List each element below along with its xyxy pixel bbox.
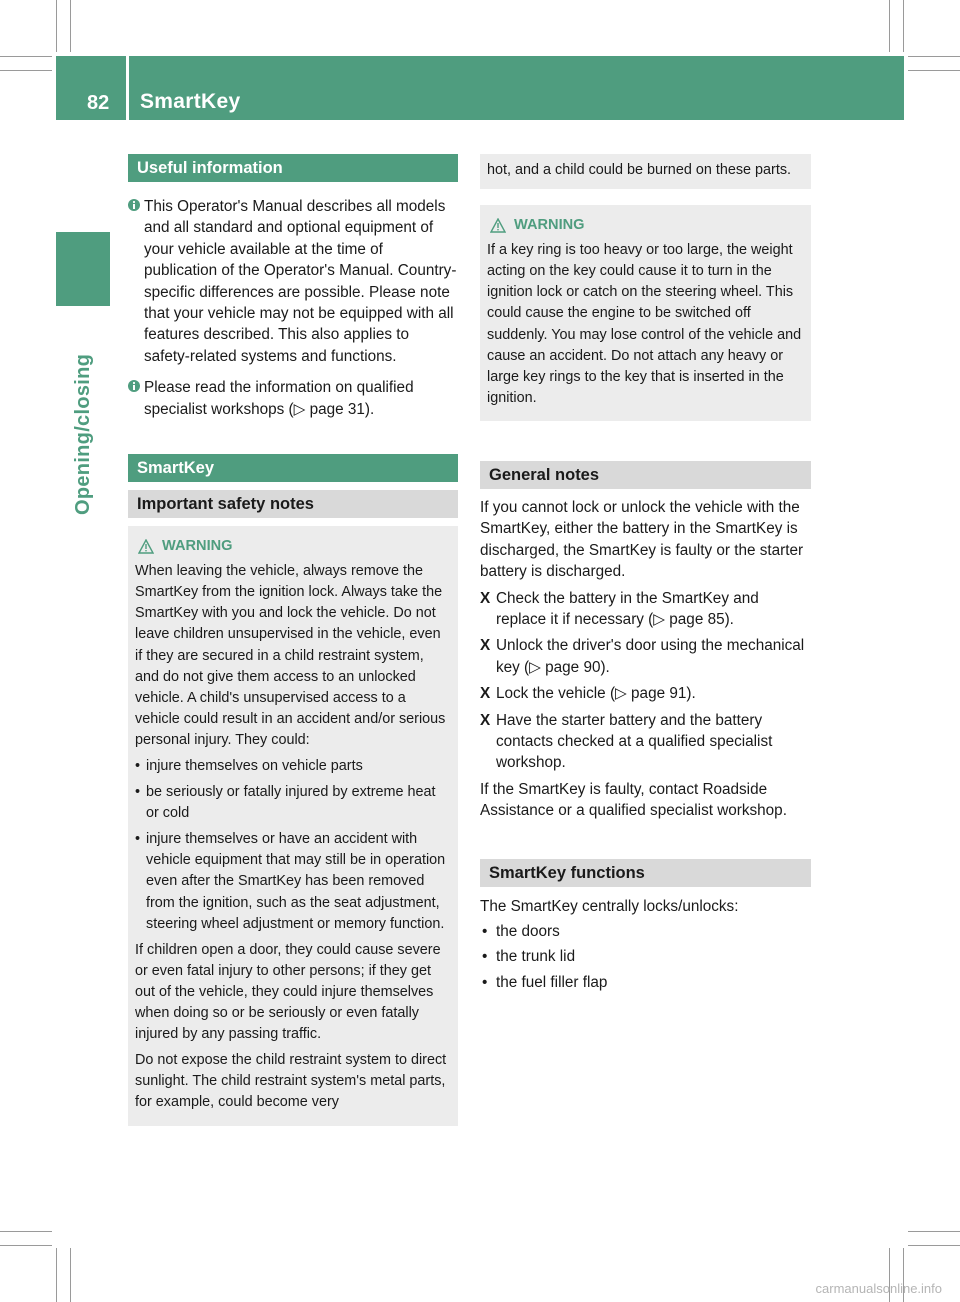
watermark-link[interactable]: carmanualsonline.info bbox=[815, 1281, 942, 1296]
functions-list-item: • the trunk lid bbox=[480, 946, 811, 967]
step-marker: X bbox=[480, 589, 491, 607]
warning-paragraph: If a key ring is too heavy or too large, the weight acting on the key could cause it to turn in the ignition lock or catch on the steering wheel. This could cause the engine to be switched off suddenly. You may lose control of the vehicle and cause an accident. Do not attach any heavy or large key rings to the key that is inserted in the ignition. bbox=[487, 242, 802, 406]
functions-intro: The SmartKey centrally locks/unlocks: bbox=[480, 897, 739, 915]
crop-mark bbox=[70, 0, 71, 52]
general-notes-text: If you cannot lock or unlock the vehicle with the SmartKey, either the battery in the SmartKey is discharged, the SmartKey is faulty or the starter battery is discharged. bbox=[480, 498, 804, 581]
warning-title bbox=[487, 215, 804, 236]
crop-mark bbox=[908, 1231, 960, 1232]
crop-mark bbox=[0, 56, 52, 57]
chapter-tab-marker bbox=[56, 232, 110, 306]
step-text: Lock the vehicle (▷ page 91). bbox=[496, 685, 696, 703]
chapter-tab-label: Opening/closing bbox=[71, 353, 94, 515]
warning-paragraph: When leaving the vehicle, always remove the SmartKey from the ignition lock. Always take the SmartKey with you and lock the vehicle. Do not leave children unsupervised in the vehicle, even if they are secured in a child restraint system, and do not give them access to an unlocked vehicle. A child's unsupervised access to a vehicle could result in an accident and/or serious personal injury. They could: bbox=[135, 563, 446, 748]
crop-mark bbox=[56, 0, 57, 52]
warning-title-text: WARNING bbox=[162, 538, 233, 555]
step-item bbox=[480, 588, 811, 631]
step-item bbox=[480, 635, 811, 678]
header-divider bbox=[126, 56, 129, 120]
useful-information-heading: Useful information bbox=[128, 154, 458, 182]
warning-bullet: • injure themselves or have an accident with vehicle equipment that may still be in operation even after the SmartKey has been removed from the ignition, such as the seat adjustment, steering wheel adjustment or memory function. bbox=[135, 829, 451, 934]
general-notes-heading: General notes bbox=[480, 461, 811, 489]
warning-triangle-icon bbox=[138, 539, 154, 554]
info-text: Please read the information on qualified specialist workshops (▷ page 31). bbox=[144, 379, 414, 418]
page-number: 82 bbox=[87, 92, 110, 114]
crop-mark bbox=[0, 70, 52, 71]
info-icon bbox=[128, 199, 140, 214]
right-column bbox=[480, 154, 811, 993]
info-text: This Operator's Manual describes all models and all standard and optional equipment of your vehicle available at the time of publication of the Operator's Manual. Country-specific differences are possible. Please note that your vehicle may not be equipped with all features described. This also applies to safety-related systems and functions. bbox=[144, 198, 457, 365]
step-marker: X bbox=[480, 711, 491, 729]
left-column bbox=[128, 154, 458, 1126]
warning-bullet: • injure themselves on vehicle parts bbox=[135, 756, 451, 777]
step-text: Have the starter battery and the battery contacts checked at a qualified specialist workshop. bbox=[496, 711, 773, 772]
step-text: Check the battery in the SmartKey and replace it if necessary (▷ page 85). bbox=[496, 589, 759, 628]
smartkey-heading: SmartKey bbox=[128, 454, 458, 482]
smartkey-functions-heading: SmartKey functions bbox=[480, 859, 811, 887]
step-text: Unlock the driver's door using the mechanical key (▷ page 90). bbox=[496, 637, 805, 676]
crop-mark bbox=[903, 0, 904, 52]
warning-box bbox=[480, 205, 811, 421]
info-note bbox=[128, 377, 458, 420]
warning-paragraph: If children open a door, they could cause severe or even fatal injury to other persons; if they get out of the vehicle, they could injure themselves when doing so or be seriously or even fatally injured by any passing traffic. bbox=[135, 941, 441, 1043]
running-title: SmartKey bbox=[140, 90, 241, 113]
step-item bbox=[480, 710, 811, 774]
warning-triangle-icon bbox=[490, 218, 506, 233]
crop-mark bbox=[908, 56, 960, 57]
warning-continued-text: hot, and a child could be burned on these parts. bbox=[487, 162, 792, 178]
functions-list-item: • the fuel filler flap bbox=[480, 972, 811, 993]
safety-notes-heading: Important safety notes bbox=[128, 490, 458, 518]
crop-mark bbox=[908, 1245, 960, 1246]
step-marker: X bbox=[480, 637, 491, 655]
crop-mark bbox=[0, 1231, 52, 1232]
warning-box bbox=[128, 526, 458, 1125]
step-marker: X bbox=[480, 685, 491, 703]
warning-box-continued bbox=[480, 154, 811, 189]
chapter-tab bbox=[56, 315, 110, 515]
warning-bullet: • be seriously or fatally injured by extreme heat or cold bbox=[135, 782, 451, 824]
crop-mark bbox=[908, 70, 960, 71]
info-icon bbox=[128, 380, 140, 395]
crop-mark bbox=[0, 1245, 52, 1246]
crop-mark bbox=[56, 1248, 57, 1302]
warning-paragraph: Do not expose the child restraint system to direct sunlight. The child restraint system's metal parts, for example, could become very bbox=[135, 1052, 447, 1111]
step-item bbox=[480, 683, 811, 704]
functions-list-item: • the doors bbox=[480, 921, 811, 942]
crop-mark bbox=[70, 1248, 71, 1302]
info-note bbox=[128, 196, 458, 367]
crop-mark bbox=[889, 0, 890, 52]
faulty-smartkey-text: If the SmartKey is faulty, contact Roadside Assistance or a qualified specialist workshop. bbox=[480, 780, 787, 820]
warning-title-text: WARNING bbox=[514, 217, 585, 234]
warning-title bbox=[135, 536, 451, 557]
